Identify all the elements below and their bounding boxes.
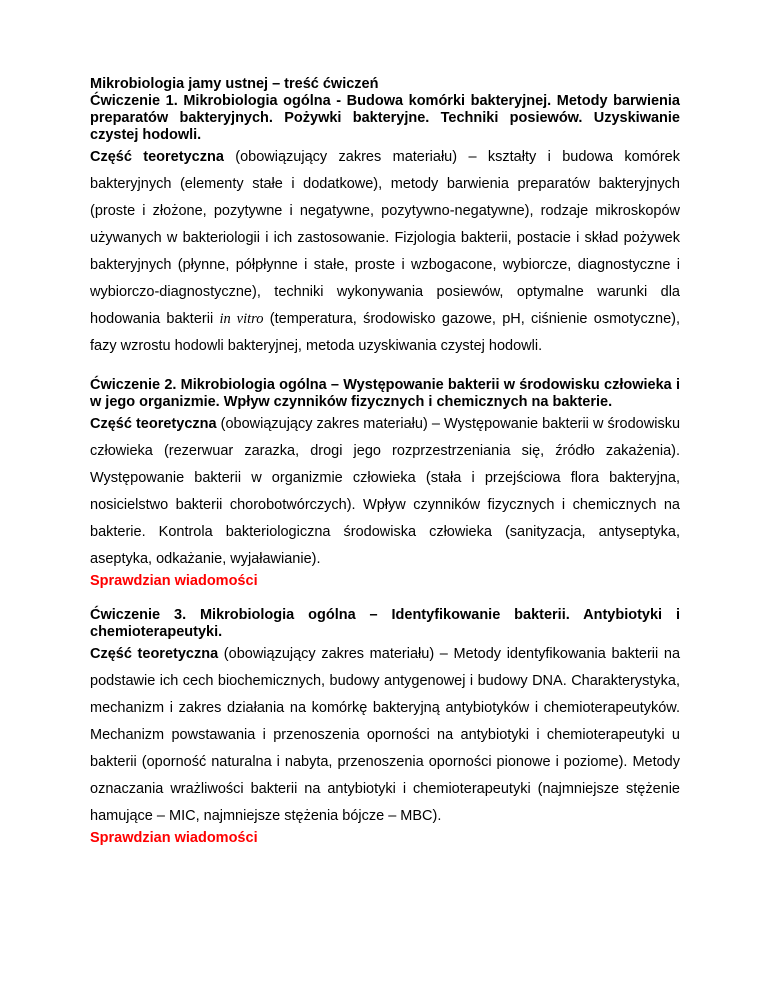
exercise-3-body: [90, 641, 680, 830]
exercise-1-text-before: (obowiązujący zakres materiału) – kształty i budowa komórek bakteryjnych (elementy stałe i dodatkowe), metody barwienia preparatów bakteryjnych (proste i złożone, pozytywne i negatywne, pozytywno-negatywne), rodzaje mikroskopów używanych w bakteriologii i ich zastosowanie. Fizjologia bakterii, postacie i skład pożywek bakteryjnych (płynne, półpłynne i stałe, proste i wzbogacone, wybiorcze, diagnostyczne i wybiorczo-diagnostyczne), techniki wykonywania posiewów, optymalne warunki dla hodowania bakterii: [90, 149, 680, 327]
exercise-2-lead: Część teoretyczna: [90, 416, 217, 432]
exercise-1-italic: in vitro: [219, 311, 264, 327]
exercise-2-body: [90, 411, 680, 573]
exercise-2-text: (obowiązujący zakres materiału) – Występowanie bakterii w środowisku człowieka (rezerwuar zarazka, drogi jego rozprzestrzeniania się, źródło zakażenia). Występowanie bakterii w organizmie człowieka (stała i przejściowa flora bakteryjna, nosicielstwo bakterii chorobotwórczych). Wpływ czynników fizycznych i chemicznych na bakterie. Kontrola bakteriologiczna środowiska człowieka (sanityzacja, antyseptyka, aseptyka, odkażanie, wyjaławianie).: [90, 416, 681, 567]
exercise-1-lead: Część teoretyczna: [90, 149, 224, 165]
document-page: [90, 76, 680, 847]
exercise-3-heading: Ćwiczenie 3. Mikrobiologia ogólna – Identyfikowanie bakterii. Antybiotyki i chemioterapeutyki.: [90, 607, 680, 640]
exercise-2-section: [90, 377, 680, 590]
exercise-3-lead: Część teoretyczna: [90, 646, 219, 662]
exercise-3-text: (obowiązujący zakres materiału) – Metody identyfikowania bakterii na podstawie ich cech biochemicznych, budowy antygenowej i budowy DNA. Charakterystyka, mechanizm i zakres działania na komórkę bakteryjną antybiotyków i chemioterapeutyków. Mechanizm powstawania i przenoszenia oporności na antybiotyki i chemioterapeutyki u bakterii (oporność naturalna i nabyta, przenoszenia oporności pionowe i poziome). Metody oznaczania wrażliwości bakterii na antybiotyki i chemioterapeutyki (najmniejsze stężenie hamujące – MIC, najmniejsze stężenia bójcze – MBC).: [90, 646, 681, 824]
exercise-3-test-link[interactable]: Sprawdzian wiadomości: [90, 830, 258, 846]
exercise-2-test-link[interactable]: Sprawdzian wiadomości: [90, 573, 258, 589]
exercise-1-body: [90, 144, 680, 360]
exercise-1-heading: Ćwiczenie 1. Mikrobiologia ogólna - Budowa komórki bakteryjnej. Metody barwienia preparatów bakteryjnych. Pożywki bakteryjne. Techniki posiewów. Uzyskiwanie czystej hodowli.: [90, 93, 680, 143]
exercise-1-section: [90, 76, 680, 360]
document-title: Mikrobiologia jamy ustnej – treść ćwiczeń: [90, 76, 379, 92]
exercise-2-heading: Ćwiczenie 2. Mikrobiologia ogólna – Występowanie bakterii w środowisku człowieka i w jego organizmie. Wpływ czynników fizycznych i chemicznych na bakterie.: [90, 377, 680, 410]
exercise-3-section: [90, 607, 680, 847]
exercise-1-text-after: (temperatura, środowisko gazowe, pH, ciśnienie osmotyczne), fazy wzrostu hodowli bakteryjnej, metoda uzyskiwania czystej hodowli.: [90, 311, 680, 354]
